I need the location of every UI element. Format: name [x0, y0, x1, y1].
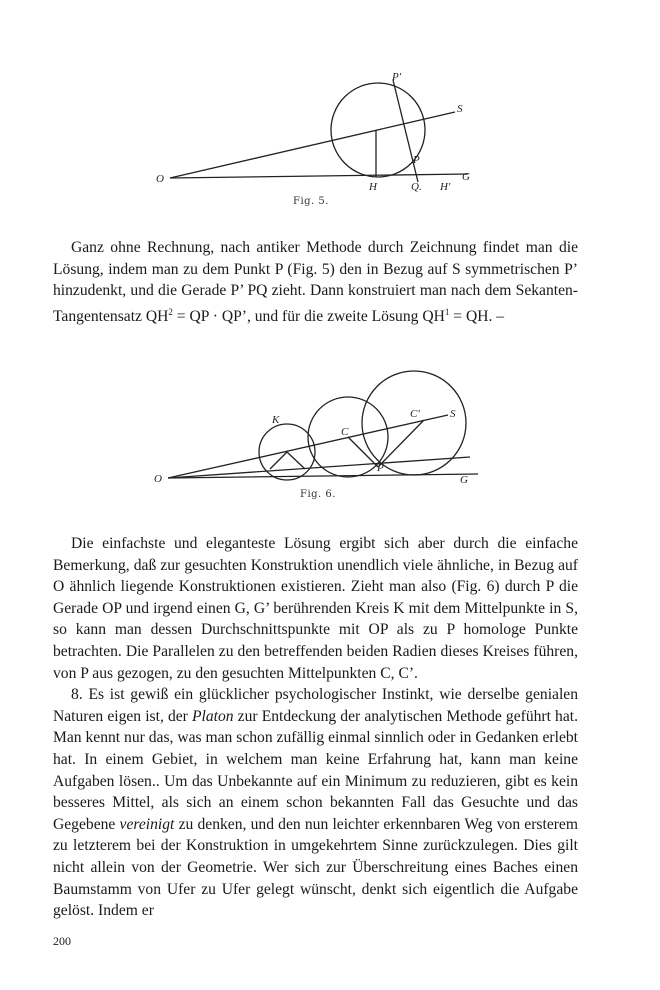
fig5-label-h: H — [369, 181, 377, 193]
emphasis-vereinigt: vereinigt — [119, 815, 175, 833]
fig6-label-s: S — [450, 408, 456, 420]
paragraph-1 — [53, 237, 578, 328]
paragraph-2: Die einfachste und eleganteste Lösung ergibt sich aber durch die einfache Bemerkung, daß zur gesuchten Konstruktion unendlich viele ähnliche, in Bezug auf O ähnlich liegende Konstruktionen existieren. Zieht man also (Fig. 6) durch P die Gerade OP und irgend einen G, G’ berührenden Kreis K mit dem Mittelpunkte in S, so kann man dessen Durchschnittspunkte mit OP als zu P homologe Punkte betrachten. Die Parallelen zu den betreffenden beiden Radien dieses Kreises führen, von P aus gezogen, zu den gesuchten Mittelpunkten C, C’. — [53, 535, 578, 682]
figure-5-drawing — [0, 0, 660, 215]
fig6-label-p: P — [377, 462, 384, 474]
fig6-label-g: G — [460, 474, 468, 486]
emphasis-platon: Platon — [191, 707, 234, 725]
fig5-line-p1q — [393, 80, 418, 182]
figure-6 — [0, 365, 660, 515]
fig5-line-og — [170, 174, 468, 178]
fig5-label-p-prime: P' — [392, 71, 402, 83]
fig6-radius-c-prime — [378, 420, 424, 467]
page-number: 200 — [53, 934, 71, 948]
fig5-label-s: S — [457, 103, 463, 115]
fig6-radius-c — [348, 437, 378, 467]
fig5-caption: Fig. 5. — [293, 196, 329, 207]
fig5-label-p: P — [413, 154, 420, 166]
fig5-label-q: Q. — [411, 181, 422, 193]
fig6-label-c: C — [341, 426, 349, 438]
fig6-label-c-prime: C' — [410, 408, 420, 420]
paragraph-1-text: Ganz ohne Rechnung, nach antiker Methode durch Zeichnung findet man die Lösung, indem man zu dem Punkt P (Fig. 5) den in Bezug auf S symmetrischen P’ hinzudenkt, und die Gerade P’ PQ zieht. Dann konstruiert man nach dem Sekanten-Tangentensatz $QH^2$ = QP · QP’, und für die zweite Lösung $QH^1$ = QH. – — [53, 239, 578, 325]
paragraph-3: 8. Es ist gewiß ein glücklicher psychologischer Instinkt, wie derselbe genialen Naturen eigen ist, der Platon zur Entdeckung der analytischen Methode geführt hat. Man kennt nur das, was man schon zufällig einmal sinnlich oder in Gedanken erlebt hat. In einem Gebiet, in welchem man keine Erfahrung hat, kann man keine Aufgaben lösen.. Um das Unbekannte auf ein Minimum zu reduzieren, gibt es kein besseres Mittel, als sich an einem schon bekannten Fall das Gesuchte und das Gegebene vereinigt zu denken, und den nun leichter erkennbaren Weg von ersterem zu letzterem bei der Konstruktion in umgekehrtem Sinne zurückzulegen. Dies gilt nicht allein von der Geometrie. Wer sich zur Überschreitung eines Baches einen Baumstamm von Ufer zu Ufer gelegt wünscht, denkt sich eigentlich die Aufgabe gelöst. Indem er — [53, 686, 578, 920]
fig5-line-os — [170, 112, 455, 178]
fig6-label-o: O — [154, 473, 162, 485]
fig5-label-o: O — [156, 173, 164, 185]
fig6-caption: Fig. 6. — [300, 489, 336, 500]
fig5-label-g: G — [462, 171, 470, 183]
fig5-label-h-prime: H' — [440, 181, 451, 193]
figure-5 — [0, 0, 660, 215]
fig6-label-k: K — [272, 414, 280, 426]
fig6-radius-k2 — [287, 452, 305, 469]
body-text — [53, 533, 578, 922]
